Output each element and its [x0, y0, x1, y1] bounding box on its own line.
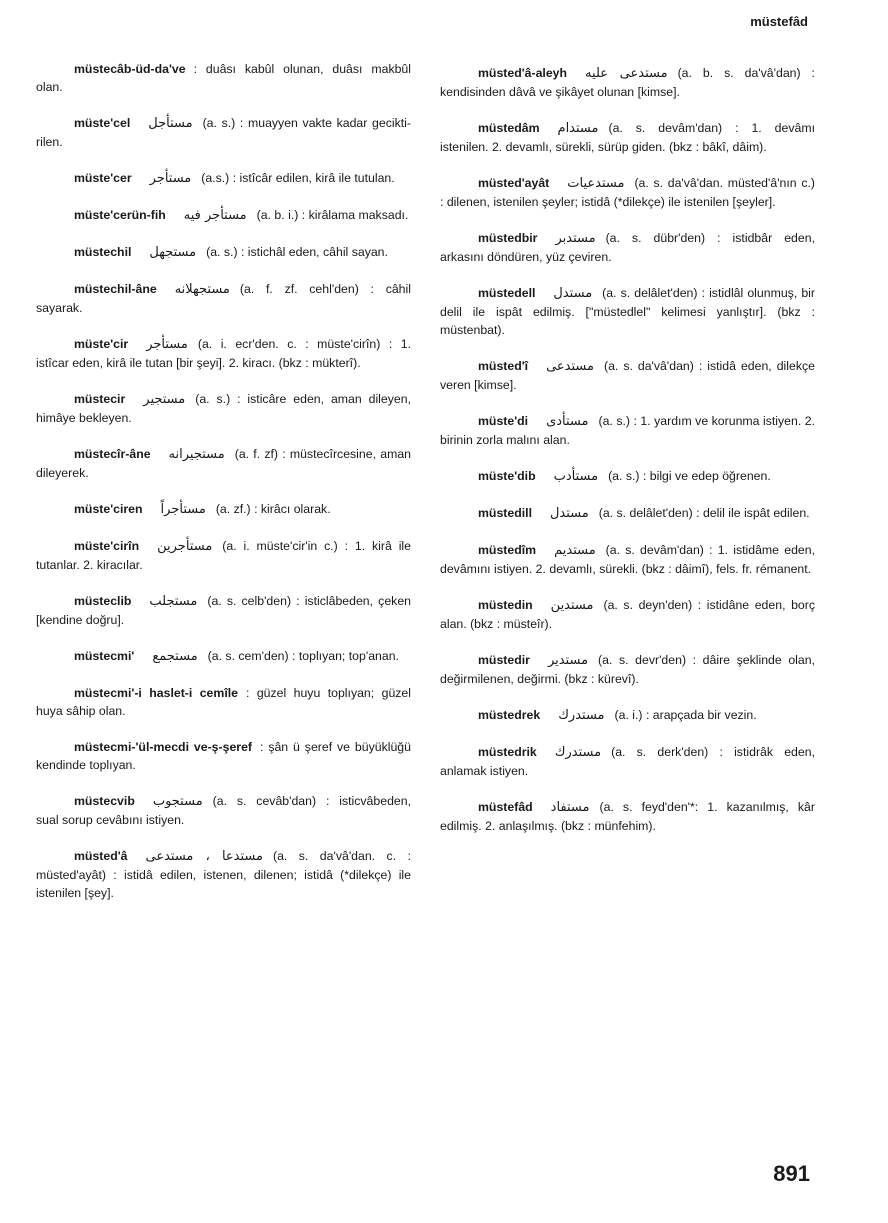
entry-arabic-script: مستأدب [553, 469, 599, 484]
entry-definition: (a. s.) : muayyen vakte kadar geciktirilen. [36, 116, 411, 149]
entry-definition: (a. i.) : arapçada bir vezin. [614, 708, 757, 722]
entry-arabic-script: مستفاد [550, 800, 590, 815]
entry-headword: müstecîr-âne [74, 447, 151, 461]
entry-headword: müstedbir [478, 231, 538, 245]
page-number: 891 [773, 1161, 810, 1186]
entry-headword: müste'cel [74, 116, 131, 130]
entry-headword: müsted'ayât [478, 176, 550, 190]
dictionary-entry [440, 229, 815, 266]
entry-definition: (a. f. zf) : müstecîrcesine, aman dileyerek. [36, 447, 411, 480]
dictionary-entry [36, 647, 411, 666]
entry-headword: müstechil [74, 245, 132, 259]
dictionary-entry [36, 335, 411, 372]
entry-headword: müste'dib [478, 469, 536, 483]
entry-headword: müste'cerün-fih [74, 208, 166, 222]
entry-arabic-script: مستدل [549, 506, 589, 521]
entry-headword: müste'cer [74, 171, 132, 185]
entry-headword: müstedir [478, 653, 530, 667]
dictionary-entry [440, 743, 815, 780]
entry-arabic-script: مستأجرين [157, 539, 213, 554]
entry-arabic-script: مستدعى [546, 359, 594, 374]
entry-headword: müste'di [478, 414, 529, 428]
entry-arabic-script: مستجمع [152, 649, 198, 664]
entry-arabic-script: مستجير [143, 392, 186, 407]
entry-headword: müsted'â-aleyh [478, 66, 568, 80]
entry-definition: (a. s.) : 1. yardım ve korunma istiyen. 2. birinin zorla malını alan. [440, 414, 815, 447]
entry-definition: (a. s. derk'den) : istidrâk eden, anlamak istiyen. [440, 745, 815, 778]
entry-definition: (a. s.) : bilgi ve edep öğrenen. [608, 469, 771, 483]
entry-definition: (a. s. celb'den) : isticlâbeden, çeken [kendine doğru]. [36, 594, 411, 627]
dictionary-entry [440, 541, 815, 578]
dictionary-entry [36, 792, 411, 829]
entry-headword: müsted'î [478, 359, 529, 373]
right-column [440, 64, 815, 853]
entry-definition: (a. s. cem'den) : toplıyan; top'anan. [207, 649, 399, 663]
entry-arabic-script: مستدعيات [567, 176, 625, 191]
entry-definition: (a. s.) : istichâl eden, câhil sayan. [206, 245, 388, 259]
entry-definition: (a.s.) : istîcâr edilen, kirâ ile tutulan. [201, 171, 395, 185]
entry-headword: müstecmi' [74, 649, 135, 663]
entry-headword: müste'cirîn [74, 539, 140, 553]
entry-arabic-script: مستأدى [546, 414, 589, 429]
dictionary-entry [440, 798, 815, 835]
entry-headword: müstedâm [478, 121, 540, 135]
dictionary-entry [36, 169, 411, 188]
entry-arabic-script: مستجيرانه [168, 447, 225, 462]
entry-definition: (a. f. zf. cehl'den) : câhil sayarak. [36, 282, 411, 315]
entry-arabic-script: مستجهل [149, 245, 197, 260]
entry-arabic-script: مستأجر [149, 171, 192, 186]
entry-headword: müstedrik [478, 745, 537, 759]
dictionary-entry [440, 504, 815, 523]
dictionary-entry [440, 596, 815, 633]
dictionary-entry [440, 357, 815, 394]
entry-arabic-script: مستأجل [148, 116, 193, 131]
dictionary-entry [36, 243, 411, 262]
dictionary-entry [36, 206, 411, 225]
entry-headword: müsteclib [74, 594, 132, 608]
entry-arabic-script: مستديم [554, 543, 596, 558]
entry-headword: müstecâb-üd-da've [74, 62, 186, 76]
left-column [36, 60, 411, 920]
entry-definition: (a. s. devr'den) : dâire şeklinde olan, değirmilenen, değirmi. (bkz : kürevî). [440, 653, 815, 686]
entry-headword: müstedrek [478, 708, 541, 722]
dictionary-entry [440, 706, 815, 725]
entry-arabic-script: مستدير [547, 653, 589, 668]
entry-definition: (a. s. deyn'den) : istidâne eden, borç alan. (bkz : müsteîr). [440, 598, 815, 631]
entry-arabic-script: مستدل [553, 286, 593, 301]
entry-arabic-script: مستدرك [558, 708, 605, 723]
entry-definition: (a. i. ecr'den. c. : müste'cirîn) : 1. istîcar eden, kirâ ile tutan [bir şeyi]. 2. kiracı. (bkz : mükterî). [36, 337, 411, 370]
entry-arabic-script: مستدام [557, 121, 599, 136]
entry-headword: müstedill [478, 506, 532, 520]
entry-arabic-script: مستأجراً [160, 502, 206, 517]
entry-headword: müstedîm [478, 543, 537, 557]
entry-headword: müstedin [478, 598, 533, 612]
dictionary-entry [36, 114, 411, 151]
entry-definition: (a. s. da'vâ'dan. c. : müsted'ayât) : istidâ edilen, istenen, dilenen; istidâ (*dilekçe) ile istenilen [şey]. [36, 849, 411, 900]
entry-definition: : güzel huyu toplıyan; güzel huya sâhip olan. [36, 686, 411, 718]
dictionary-entry [36, 592, 411, 629]
entry-headword: müstechil-âne [74, 282, 157, 296]
entry-headword: müstefâd [478, 800, 533, 814]
dictionary-entry [440, 412, 815, 449]
dictionary-entry [36, 280, 411, 317]
entry-definition: (a. s. cevâb'dan) : isticvâbeden, sual sorup cevâbını istiyen. [36, 794, 411, 827]
entry-arabic-script: مستأجر فيه [183, 208, 247, 223]
entry-definition: : duâsı kabûl olunan, duâsı makbûl olan. [36, 62, 411, 94]
entry-headword: müstecir [74, 392, 126, 406]
entry-definition: (a. zf.) : kirâcı olarak. [215, 502, 331, 516]
entry-definition: (a. s. delâlet'den) : delil ile ispât edilen. [598, 506, 810, 520]
entry-arabic-script: مستدرك [554, 745, 602, 760]
entry-definition: (a. i. müste'cir'in c.) : 1. kirâ ile tutanlar. 2. kiracılar. [36, 539, 411, 572]
dictionary-entry [36, 847, 411, 902]
entry-definition: (a. s. dübr'den) : istidbâr eden, arkasını döndüren, yüz çeviren. [440, 231, 815, 264]
entry-arabic-script: مستدعا ، مستدعى [145, 849, 263, 864]
entry-definition: (a. s. da'vâ'dan) : istidâ eden, dilekçe veren [kimse]. [440, 359, 815, 392]
entry-arabic-script: مستجوب [152, 794, 203, 809]
entry-headword: müstecmi'-i haslet-i cemîle [74, 686, 238, 700]
dictionary-entry [440, 119, 815, 156]
entry-headword: müstecvib [74, 794, 135, 808]
entry-arabic-script: مستجهلانه [174, 282, 230, 297]
entry-arabic-script: مستجلب [149, 594, 198, 609]
dictionary-entry [440, 467, 815, 486]
dictionary-entry [440, 651, 815, 688]
dictionary-entry [440, 174, 815, 211]
entry-arabic-script: مستدعى عليه [585, 66, 668, 81]
dictionary-entry [36, 60, 411, 96]
entry-definition: (a. s.) : isticâre eden, aman dileyen, himâye bekleyen. [36, 392, 411, 425]
dictionary-entry [36, 445, 411, 482]
entry-headword: müstecmi-'ül-mecdi ve-ş-şeref [74, 740, 252, 754]
entry-arabic-script: مستدبر [555, 231, 596, 246]
dictionary-entry [36, 500, 411, 519]
entry-headword: müste'ciren [74, 502, 143, 516]
entry-definition: (a. s. da'vâ'dan. müsted'â'nın c.) : dilenen, istenilen şeyler; istidâ (*dilekçe) ile istenilen [şeyler]. [440, 176, 815, 209]
entry-definition: (a. s. delâlet'den) : istidlâl olunmuş, bir delil ile ispât edilmiş. ["müstedlel" kelimesi yanlıştır]. (bkz : müstenbat). [440, 286, 815, 337]
entry-definition: (a. s. devâm'dan) : 1. devâmı istenilen. 2. devamlı, sürekli, sürüp giden. (bkz : bâkî, dâim). [440, 121, 815, 154]
guide-word: müstefâd [750, 14, 808, 29]
entry-definition: (a. s. devâm'dan) : 1. istidâme eden, devâmını istiyen. 2. devamlı, sürekli. (bkz : dâimî), fels. fr. rémanent. [440, 543, 815, 576]
entry-headword: müste'cir [74, 337, 129, 351]
entry-definition: (a. b. i.) : kirâlama maksadı. [256, 208, 409, 222]
entry-arabic-script: مستدين [550, 598, 594, 613]
entry-headword: müstedell [478, 286, 536, 300]
entry-arabic-script: مستأجر [146, 337, 188, 352]
dictionary-entry [440, 284, 815, 339]
entry-headword: müsted'â [74, 849, 128, 863]
dictionary-entry [440, 64, 815, 101]
entry-definition: : şân ü şeref ve büyüklüğü kendinde toplıyan. [36, 740, 411, 772]
entry-definition: (a. b. s. da'vâ'dan) : kendisinden dâvâ ve şikâyet olunan [kimse]. [440, 66, 815, 99]
entry-definition: (a. s. feyd'den'*: 1. kazanılmış, kâr edilmiş. 2. anlaşılmış. (bkz : münfehim). [440, 800, 815, 833]
dictionary-entry [36, 684, 411, 720]
dictionary-entry [36, 537, 411, 574]
dictionary-entry [36, 738, 411, 774]
dictionary-entry [36, 390, 411, 427]
